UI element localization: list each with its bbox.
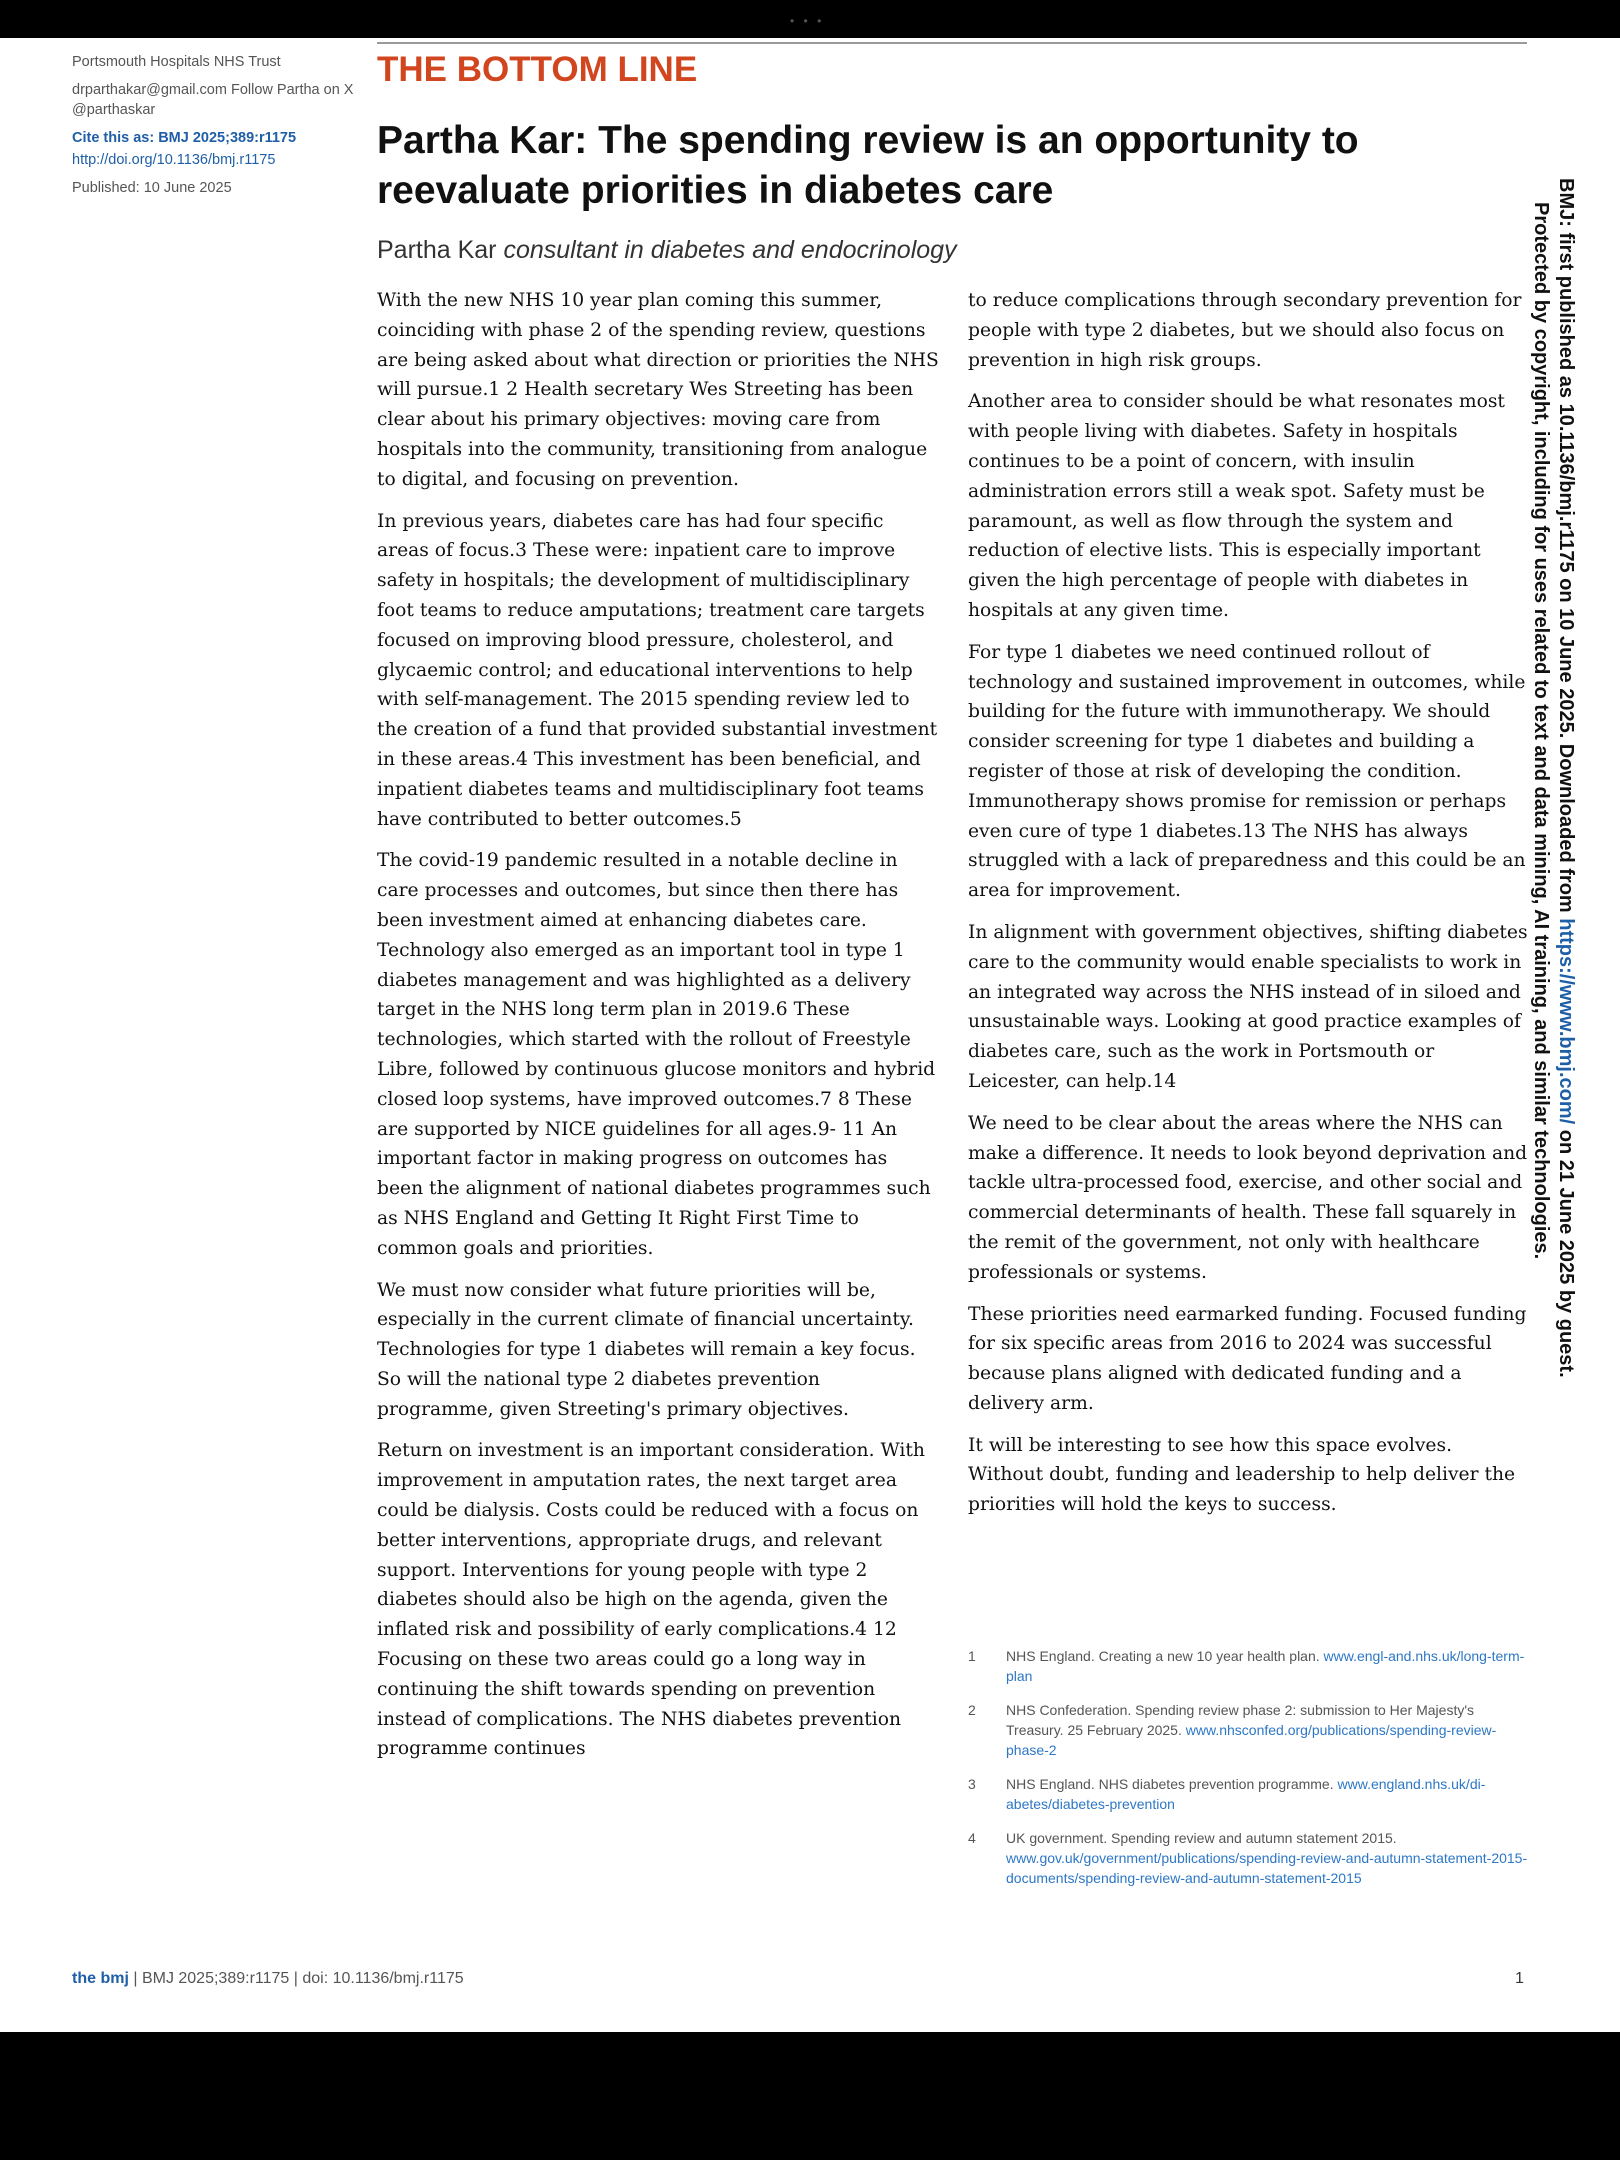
paragraph: Return on investment is an important consideration. With improvement in amputation rates, the next target area could be dialysis. Costs could be reduced with a focus on better interventions, appropriate drugs, and relevant support. Interventions for young people with type 2 diabetes should also be high on the agenda, given the inflated risk and possibility of early complications.4 12 Focusing on these two areas could go a long way in continuing the shift towards spending on prevention instead of complications. The NHS diabetes prevention programme continues (377, 1440, 925, 1760)
paragraph: Another area to consider should be what resonates most with people living with diabetes. Safety in hospitals continues to be a point of concern, with insulin administration errors still a weak spot. Safety must be paramount, as well as flow through the system and reduction of elective lists. This is especially important given the high percentage of people with diabetes in hospitals at any given time. (968, 391, 1505, 621)
body-column-2 (968, 286, 1530, 1532)
meta-published: Published: 10 June 2025 (72, 180, 232, 196)
reference-item (968, 1700, 1530, 1760)
window-top-bar (0, 0, 1620, 38)
article-title: Partha Kar: The spending review is an opportunity to reevaluate priorities in diabetes care (377, 119, 1359, 212)
bmj-logo: the bmj (72, 1970, 129, 1987)
reference-number: 1 (968, 1648, 976, 1664)
paragraph: In alignment with government objectives, shifting diabetes care to the community would enable specialists to work in an integrated way across the NHS instead of in siloed and unsustainable ways. Looking at good practice examples of diabetes care, such as the work in Portsmouth or Leicester, can help.14 (968, 921, 1528, 1092)
more-dots-icon[interactable]: • • • (790, 14, 825, 28)
page-number: 1 (1515, 1970, 1524, 1987)
body-column-1 (377, 286, 939, 1776)
paragraph: For type 1 diabetes we need continued rollout of technology and sustained improvement in outcomes, while building for the future with immunotherapy. We should consider screening for type 1 diabetes and building a register of those at risk of developing the condition. Immunotherapy shows promise for remission or perhaps even cure of type 1 diabetes.13 The NHS has always struggled with a lack of preparedness and this could be an area for improvement. (968, 641, 1526, 902)
paragraph: We need to be clear about the areas where the NHS can make a difference. It needs to look beyond deprivation and tackle ultra-processed food, exercise, and other social and commercial determinants of health. These fall squarely in the remit of the government, not only with healthcare professionals or systems. (968, 1112, 1528, 1283)
article-meta (72, 52, 362, 206)
paragraph: In previous years, diabetes care has had four specific areas of focus.3 These were: inpatient care to improve safety in hospitals; the development of multidisciplinary foot teams to reduce amputations; treatment care targets focused on improving blood pressure, cholesterol, and glycaemic control; and educational interventions to help with self-management. The 2015 spending review led to the creation of a fund that provided substantial investment in these areas.4 This investment has been beneficial, and inpatient diabetes teams and multidisciplinary foot teams have contributed to better outcomes.5 (377, 510, 938, 830)
reference-link[interactable]: www.england.nhs.uk/di-abetes/diabetes-prevention (1006, 1776, 1486, 1812)
meta-doi-link[interactable]: http://doi.org/10.1136/bmj.r1175 (72, 152, 276, 168)
article-page (0, 38, 1620, 2032)
reference-number: 3 (968, 1776, 976, 1792)
reference-text: NHS England. NHS diabetes prevention programme. (1006, 1776, 1334, 1792)
reference-number: 2 (968, 1702, 976, 1718)
meta-contact: drparthakar@gmail.com Follow Partha on X @parthaskar (72, 82, 354, 118)
reference-link[interactable]: www.nhsconfed.org/publications/spending-review-phase-2 (1006, 1722, 1497, 1758)
paragraph: With the new NHS 10 year plan coming this summer, coinciding with phase 2 of the spending review, questions are being asked about what direction or priorities the NHS will pursue.1 2 Health secretary Wes Streeting has been clear about his primary objectives: moving care from hospitals into the community, transitioning from analogue to digital, and focusing on prevention. (377, 290, 939, 490)
author-line (377, 236, 957, 265)
reference-text: NHS England. Creating a new 10 year health plan. (1006, 1648, 1320, 1664)
reference-link[interactable]: www.engl-and.nhs.uk/long-term-plan (1006, 1648, 1525, 1684)
paragraph: We must now consider what future priorities will be, especially in the current climate of financial uncertainty. Technologies for type 1 diabetes will remain a key focus. So will the national type 2 diabetes prevention programme, given Streeting's primary objectives. (377, 1279, 916, 1420)
reference-item (968, 1828, 1530, 1888)
top-rule (377, 42, 1527, 44)
author-name: Partha Kar (377, 236, 497, 264)
sidebar-line-1: BMJ: first published as 10.1136/bmj.r1175 on 10 June 2025. Downloaded from https://www.bmj.com/ on 21 June 2025 by guest. (1555, 178, 1577, 1378)
reference-number: 4 (968, 1830, 976, 1846)
bmj-link[interactable]: https://www.bmj.com/ (1555, 918, 1577, 1125)
meta-cite: Cite this as: BMJ 2025;389:r1175 (72, 130, 297, 146)
reference-item (968, 1774, 1530, 1814)
paragraph: The covid-19 pandemic resulted in a notable decline in care processes and outcomes, but since then there has been investment aimed at enhancing diabetes care. Technology also emerged as an important tool in type 1 diabetes management and was highlighted as a delivery target in the NHS long term plan in 2019.6 These technologies, which started with the rollout of Freestyle Libre, followed by continuous glucose monitors and hybrid closed loop systems, have improved outcomes.7 8 These are supported by NICE guidelines for all ages.9- 11 An important factor in making progress on outcomes has been the alignment of national diabetes programmes such as NHS England and Getting It Right First Time to common goals and priorities. (377, 850, 936, 1259)
author-role: consultant in diabetes and endocrinology (503, 236, 957, 264)
paragraph: These priorities need earmarked funding. Focused funding for six specific areas from 2016 to 2024 was successful because plans aligned with dedicated funding and a delivery arm. (968, 1303, 1527, 1414)
reference-list (968, 1646, 1530, 1902)
paragraph: to reduce complications through secondary prevention for people with type 2 diabetes, but we should also focus on prevention in high risk groups. (968, 290, 1522, 371)
sidebar-line-2: Protected by copyright, including for uses related to text and data mining, AI training, and similar technologies. (1530, 202, 1552, 1260)
reference-item (968, 1646, 1530, 1686)
section-label: THE BOTTOM LINE (377, 50, 698, 89)
reference-text: NHS Confederation. Spending review phase 2: submission to Her Majesty's Treasury. 25 February 2025. (1006, 1702, 1475, 1738)
copyright-sidebar (1528, 178, 1578, 1678)
page-footer (72, 1970, 464, 1988)
meta-org: Portsmouth Hospitals NHS Trust (72, 54, 281, 70)
reference-link[interactable]: www.gov.uk/government/publications/spending-review-and-autumn-statement-2015-documents/spending-review-and-autumn-statement-2015 (1006, 1850, 1528, 1886)
paragraph: It will be interesting to see how this space evolves. Without doubt, funding and leadership to help deliver the priorities will hold the keys to success. (968, 1434, 1516, 1516)
footer-citation: | BMJ 2025;389:r1175 | doi: 10.1136/bmj.r1175 (128, 1970, 464, 1987)
reference-text: UK government. Spending review and autumn statement 2015. (1006, 1830, 1397, 1846)
